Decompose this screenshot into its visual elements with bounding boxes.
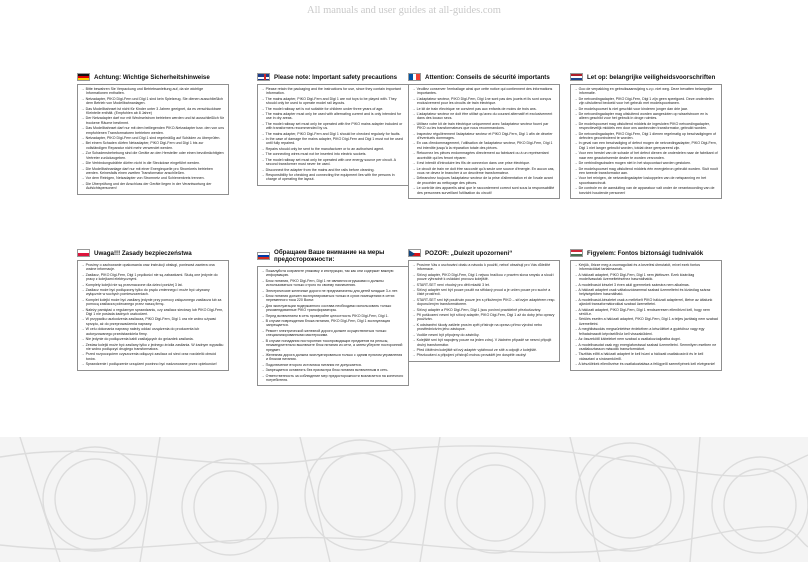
flag-russia-icon: [257, 252, 270, 260]
list-item: → START-SET smí být používán pouze jen s přiloženým PIKO – síťovým adaptérem resp. doporučeným transformátorem.: [412, 298, 556, 307]
safety-list: [408, 84, 560, 199]
list-item: → Il est interdit d'introduire les fils de connexion dans une prise électrique.: [412, 161, 556, 165]
flag-poland-icon: [77, 249, 90, 257]
list-item: → Die Überprüfung und der Anschluss der Geräte liegen in der Verantwortung der Aufsichtspersonen!: [81, 182, 225, 191]
list-item: → W celu dokonania naprawy należy oddać urządzenia do producenta lub autoryzowanego przedstawiciela firmy.: [81, 327, 225, 336]
list-item: → A modellvasút-készletet csak a mellékelt PIKO hálózati adapterrel, illetve az általunk ajánlott transzformátorokkal szabad üzemeltetni.: [574, 298, 718, 307]
section-english: [257, 73, 409, 186]
flag-germany-icon: [77, 73, 90, 81]
list-item: → Retournez les pièces endommagées directement au fabricant ou à un représentant accrédité qui les feront réparer.: [412, 151, 556, 160]
list-item: → Utilisez votre kit de train électrique uniquement avec l'adaptateur secteur fourni par PIKO ou les transformateurs que nous recommandons.: [412, 122, 556, 131]
list-item: → Należy pamiętać o regularnym sprawdzaniu, czy zasilacz sieciowy lub PIKO Digi-Fern, Digi 1 nie posiada żadnych uszkodzeń.: [81, 308, 225, 317]
section-title: POZOR: „Dulezit upozorneni“: [425, 249, 513, 257]
safety-list: [257, 266, 409, 386]
list-item: → Przed rozpoczęciem czyszczenia odłączyć zasilacz od sieci oraz rozdzielić obwód torów.: [81, 352, 225, 361]
list-item: → A készülékek ellenőrzése és csatlakoztatása a felügyelő személyének kell elvégeznie!: [574, 362, 718, 366]
section-hungarian: [570, 249, 722, 371]
list-item: → The mains adapter, PIKO Digi-Fern and Digi 1 should be checked regularly for faults.: [261, 132, 405, 136]
list-item: → Das Modellbahnset ist nicht für Kinder unter 3 Jahren geeignet, da es verschluckbare Kleinteile enthält. (Empfohlen ab 8 Jahre): [81, 107, 225, 116]
list-item: → The connecting wires must not be inserted into electric sockets.: [261, 152, 405, 156]
list-item: → Kolejiště smí být napojeny pouze na jeden zdroj. V žádném případě se nesmí připojit druhý transformátor.: [412, 338, 556, 347]
list-item: → A meghibásodás megszüntetése érdekében a készüléket a gyártóhoz vagy egy felhatalmazott képviselőhöz kell visszaküldeni.: [574, 327, 718, 336]
list-item: → Bei einem Schaden dürfen Netzadapter, PIKO Digi-Fern und Digi 1 bis zur vollständigen Reparatur nicht mehr verwendet werden.: [81, 141, 225, 150]
list-item: → De verbindingsdraden mogen niet in het stopcontact worden gestoken.: [574, 161, 718, 165]
track-pattern-graphic: [0, 437, 808, 562]
list-item: → Goo de verpakking en gebruiksaanwijzing s.v.p. niet weg. Deze bevatten belangrijke informatie.: [574, 87, 718, 96]
list-item: → Nie jedynie do podłączenia kabli zasilających do gniazdek zasilania.: [81, 337, 225, 341]
list-item: → Voor een herstel van de schade of het defect dienen de onderdelen naar de fabrikant of naar een geautoriseerde dealer te worden verzonden.: [574, 151, 718, 160]
flag-czech-icon: [408, 249, 421, 257]
list-item: → Блок питания должен эксплуатироваться только в сухих помещениях в сетях переменного тока 220 Вольт.: [261, 294, 405, 303]
list-item: → В случае попадания посторонних токопроводящих предметов на рельсы, незамедлительно выключите блок питания из сети, а затем уберите посторонний предмет.: [261, 339, 405, 352]
list-item: → De controle en de aansluiting van de apparatuur valt onder de verantwoording van de toezicht houdende personen!: [574, 186, 718, 195]
list-item: → Железная дорога должна эксплуатироваться только с одним пультом управления и блоком питания.: [261, 353, 405, 362]
safety-list: [570, 84, 722, 199]
list-item: → Zur Schadensbehebung sind die Geräte an den Hersteller oder einen bevollmächtigten Vertreter zurückzugeben.: [81, 151, 225, 160]
section-german: [77, 73, 229, 195]
list-item: → The mains adapter, PIKO Digi-Fern and Digi 1 are not toys to be played with. They should only be used to operate model rail layouts.: [261, 97, 405, 106]
list-item: → The mains adapter must only be used with alternating current and is only intended for use in dry areas.: [261, 112, 405, 121]
list-item: → Le contrôle des appareils ainsi que le raccordement correct sont sous la responsabilité des personnes surveillant l'utilisation du circuit!: [412, 186, 556, 195]
list-item: → Блок питания, PIKO Digi-Fern, Digi 1 не являются игрушками и должны использоваться только строго по своему назначению.: [261, 279, 405, 288]
list-item: → L'adaptateur secteur ne doit être utilisé qu'avec du courant alternatif et exclusivement dans des locaux secs.: [412, 112, 556, 121]
list-item: → Débranchez toujours l'adaptateur secteur de la prise d'alimentation et de l'ovale avant de procéder au nettoyage des pièces.: [412, 176, 556, 185]
list-item: → Die Verbindungsdrähte dürfen nicht in die Steckdose eingeführt werden.: [81, 161, 225, 165]
list-item: → Komplet kolejki może być zasilany jedynie przy pomocy załączonego zasilacza lub za pomocą zasilacza polecanego przez naszą firmę.: [81, 298, 225, 307]
list-item: → START-SET není vhodný pro děti mladší 3 let.: [412, 283, 556, 287]
list-item: → In geval van een beschadiging of defect mogen de netvoedingadapter, PIKO Digi-Fern, Digi 1 niet langer gebruikt worden, totdat deze gerepareerd zijn.: [574, 141, 718, 150]
list-item: → Veuillez conserver l'emballage ainsi que cette notice qui contiennent des informations importantes.: [412, 87, 556, 96]
list-item: → Síťový adaptér, PIKO Digi-Fern, Digi 1 nejsou hračkou v pravém slova smyslu a slouží pouze výhradně k ovládání provozu kolejiště.: [412, 273, 556, 282]
list-item: → Az összekötő kábeleket nem szabad a csatlakozóaljzatba dugni.: [574, 337, 718, 341]
list-item: → Запрещается оставлять без присмотра блок питания включенным в сеть.: [261, 368, 405, 372]
list-item: → In the case of damage the mains adapter, PIKO Digi-Fern and Digi 1 must not be used until fully repaired.: [261, 137, 405, 146]
list-item: → De modelspoorset mag uitsluitend middels de ingesloten PIKO netvoedingadapter, respectievelijk middels een door ons aanbevolen transformator, gebruikt worden.: [574, 122, 718, 131]
list-item: → Bitte bewahren Sie Verpackung und Betriebsanleitung auf, da sie wichtige Informationen enthalten.: [81, 87, 225, 96]
list-item: → Prosíme Vás o uschování obalu a návodu k použití, neboť obsahují pro Vás důležité informace.: [412, 263, 556, 272]
list-item: → Please retain the packaging and the instructions for use, since they contain important information.: [261, 87, 405, 96]
list-item: → Vor dem Reinigen, Netzadapter von Stromnetz und Schienenkreis trennen.: [81, 176, 225, 180]
list-item: → Der Netzadapter darf nur mit Wechselstrom betrieben werden und ist ausschließlich für trockene Räume bestimmt.: [81, 116, 225, 125]
list-item: → The model railway set must only be operated with one energy source per circuit. A second transformer must never be used.: [261, 158, 405, 167]
list-item: → Электрические железные дороги не предназначены для детей младше 3-х лет.: [261, 289, 405, 293]
list-item: → Tisztítás előtt a hálózati adaptert le kell húzni a hálózati csatlakozóról és le kell választani a sínáramkörről.: [574, 352, 718, 361]
list-item: → Die Modellbahnanlage darf nur mit einer Energiequelle pro Stromkreis betrieben werden. Keinesfalls einen zweiten Transformator anschließen.: [81, 167, 225, 176]
list-item: → Přezkoušení a připojení přístrojů mohou provádět jen dospělé osoby!: [412, 353, 556, 357]
section-czech: [408, 249, 560, 362]
safety-list: [570, 260, 722, 371]
list-item: → Voor het reinigen, de netvoedingadapter loskoppelen van de netspanning en het spoorbaancircuit.: [574, 176, 718, 185]
list-item: → A hálózati adaptert, PIKO Digi-Fern, Digi 1 nem játékszer. Ezek kizárólag modellvasutak üzemeltetéséhez használhatók.: [574, 273, 718, 282]
list-item: → Для эксплуатации подержанного состава необходимо использовать только рекомендованные PIKO трансформаторы.: [261, 304, 405, 313]
list-item: → Responsibility for checking and connecting the equipment lies with the persons in charge of operating the layout.: [261, 173, 405, 182]
list-item: → Zasilacz może być podłączony tylko do prądu zmiennego i może być używany wyłącznie w suchych pomieszczeniach.: [81, 288, 225, 297]
section-russian: [257, 249, 409, 386]
list-item: → Kérjük, őrizze meg a csomagolást és a kezelési útmutatót, mivel ezek fontos információkat tartalmaznak.: [574, 263, 718, 272]
list-item: → En cas d'endommagement, l'utilisation de l'adaptateur secteur, PIKO Digi-Fern, Digi 1 est interdite jusqu'à la réparation totale des pièces.: [412, 141, 556, 150]
list-item: → Sprawdzenie i podłączenie urządzeń powinno być nadzorowane przez opiekunów!: [81, 362, 225, 366]
section-french: [408, 73, 560, 199]
section-title: Let op: belangrijke veiligheidsvoorschriften: [587, 73, 716, 81]
list-item: → De netvoedingadapter, PIKO Digi-Fern, Digi 1 dienen regelmatig op beschadigingen of defecten gecontroleerd te worden.: [574, 132, 718, 141]
list-item: → Při poškození nesmí být síťový adaptér, PIKO Digi-Fern, Digi 1 až do doby jeho opravy používán.: [412, 313, 556, 322]
safety-list: [408, 260, 560, 362]
list-item: → Zestaw kolejki może być zasilany tylko z jednego źródła zasilania. W żadnym wypadku nie wolno podłączyć drugiego transformatora.: [81, 343, 225, 352]
section-title: Attention: Conseils de sécurité importants: [425, 73, 550, 81]
safety-list: [77, 260, 229, 371]
list-item: → В случае повреждения блока питания, PIKO Digi-Fern, Digi 1 эксплуатация запрещается.: [261, 319, 405, 328]
list-item: → De netvoedingadapter, PIKO Digi-Fern, Digi 1 zijn geen speelgoed. Deze onderdelen zijn uitsluitend bedoeld voor het gebruik met modelspoorbanen.: [574, 97, 718, 106]
list-item: → De netvoedingadapter mag uitsluitend worden aangesloten op wisselstroom en is alleen geschikt voor het gebruik in droge ruimtes.: [574, 112, 718, 121]
list-item: → Das Modellbahnset darf nur mit dem beiliegenden PIKO-Netzadapter bzw. den von uns empfohlenen Transformatoren betrieben werden.: [81, 126, 225, 135]
list-item: → K odstranění škody zašlete prosím zpět přístroje na opravu přímo výrobci nebo prostřednictvím jeho zástupce.: [412, 323, 556, 332]
list-item: → W przypadku uszkodzenia zasilacza, PIKO Digi-Fern, Digi 1 ora nie wolno używać sprzętu, aż do przeprowadzenia naprawy.: [81, 317, 225, 326]
list-item: → Перед включением в сеть проверяйте целостность PIKO Digi-Fern, Digi 1.: [261, 314, 405, 318]
list-item: → Inspectez régulièrement l'adaptateur secteur et PIKO Digi-Fern, Digi 1 afin de déceler d'éventuels dommages.: [412, 132, 556, 141]
list-item: → Ремонт электрической железной дороги должен осуществляться только специализированными мастерскими.: [261, 329, 405, 338]
list-item: → A modellvasút készlet 3 éven aluli gyermekek számára nem alkalmas.: [574, 283, 718, 287]
list-item: → Подключение второго источника питания не допускается.: [261, 363, 405, 367]
list-item: → A hálózati adaptert csak váltakozóárammal szabad üzemeltetni és kizárólag száraz helyiségekben használható.: [574, 288, 718, 297]
list-item: → Před čištěním kolejiště síťový adaptér vytáhnout ze sítě a odpojit z kolejiště.: [412, 348, 556, 352]
section-title: Figyelem: Fontos biztonsági tudnivalók: [587, 249, 704, 257]
safety-list: [257, 84, 409, 186]
list-item: → Vodiče nesmí být připojeny do zástrčky.: [412, 333, 556, 337]
list-item: → Repairs should only be sent to the manufacturer or to an authorised agent.: [261, 147, 405, 151]
section-title: Please note: Important safety precautions: [274, 73, 398, 81]
list-item: → Le kit de train électrique ne convient pas aux enfants de moins de trois ans.: [412, 107, 556, 111]
section-polish: [77, 249, 229, 371]
section-dutch: [570, 73, 722, 199]
section-title: Обращаем Ваше внимание на меры предосторожности:: [274, 249, 385, 263]
decorative-track-band: [0, 437, 808, 562]
section-title: Uwaga!!! Zasady bezpieczeństwa: [94, 249, 192, 257]
list-item: → Prosimy o zachowanie opakowania oraz instrukcji obsługi, ponieważ zawiera ona ważne informacje.: [81, 263, 225, 272]
section-title: Achtung: Wichtige Sicherheitshinweise: [94, 73, 210, 81]
flag-hungary-icon: [570, 249, 583, 257]
list-item: → The model railway set must only be operated with the PIKO mains adapter included or with transformers recommended by us.: [261, 122, 405, 131]
list-item: → Netzadapter, PIKO Digi-Fern und Digi 1 sind kein Spielzeug. Sie dienen ausschließlich dem Betrieb von Modellbahnanlagen.: [81, 97, 225, 106]
safety-list: [77, 84, 229, 195]
list-item: → A hálózati adaptert, PIKO Digi-Fern, Digi 1 rendszeresen ellenőrizni kell, hogy nem sérült-e.: [574, 308, 718, 317]
watermark: All manuals and user guides at all-guides.com: [307, 5, 501, 16]
flag-netherlands-icon: [570, 73, 583, 81]
list-item: → Síťový adaptér a PIKO Digi-Fern, Digi 1 jsou povinni pravidelně přezkušovány.: [412, 308, 556, 312]
list-item: → Síťový adaptér smí být pouze použit na střídavý proud a je určen pouze pro suché a čisté prostředí.: [412, 288, 556, 297]
list-item: → The model railway set is not suitable for children under three years of age.: [261, 107, 405, 111]
flag-uk-icon: [257, 73, 270, 81]
list-item: → Пожалуйста сохраните упаковку и инструкции, так как они содержат важную информацию.: [261, 269, 405, 278]
list-item: → Sérülés esetén a hálózati adaptert, PIKO Digi-Fern, Digi 1 a teljes javításig nem szabad üzemeltetni.: [574, 317, 718, 326]
list-item: → De modelspoorset mag uitsluitend middels één energiebron gebruikt worden. Sluit nooit een tweede transformator aan.: [574, 167, 718, 176]
flag-france-icon: [408, 73, 421, 81]
list-item: → Le circuit de train ne doit être raccordé qu'à seule une source d'énergie. En aucun cas, vous ne devez le brancher à un deuxième transformateur.: [412, 167, 556, 176]
list-item: → Disconnect the adapter from the mains and the rails before cleaning.: [261, 168, 405, 172]
list-item: → L'adaptateur secteur, PIKO Digi-Fern, Digi 1ne sont pas des jouets et ils sont conçus exclusivement pour les circuits de train électrique.: [412, 97, 556, 106]
list-item: → Komplety kolejki nie są przeznaczone dla dzieci poniżej 3 lat.: [81, 283, 225, 287]
list-item: → Netzadapter, PIKO Digi-Fern und Digi 1 sind regelmäßig auf Schäden zu überprüfen.: [81, 136, 225, 140]
list-item: → Ответственность за соблюдение мер предосторожности возлагается на конечного потребителя.: [261, 374, 405, 383]
list-item: → A modellvasutat csak egy energiaforrással szabad üzemeltetni. Semmilyen esetben ne csatlakoztasson második transzformátort.: [574, 343, 718, 352]
list-item: → Zasilacz, PIKO Digi-Fern, Digi 1 prędkości nie są zabawkami. Służą one jedynie do pracy z kolejkami elektrycznymi.: [81, 273, 225, 282]
list-item: → De modelspoorset is niet geschikt voor kinderen jonger dan drie jaar.: [574, 107, 718, 111]
